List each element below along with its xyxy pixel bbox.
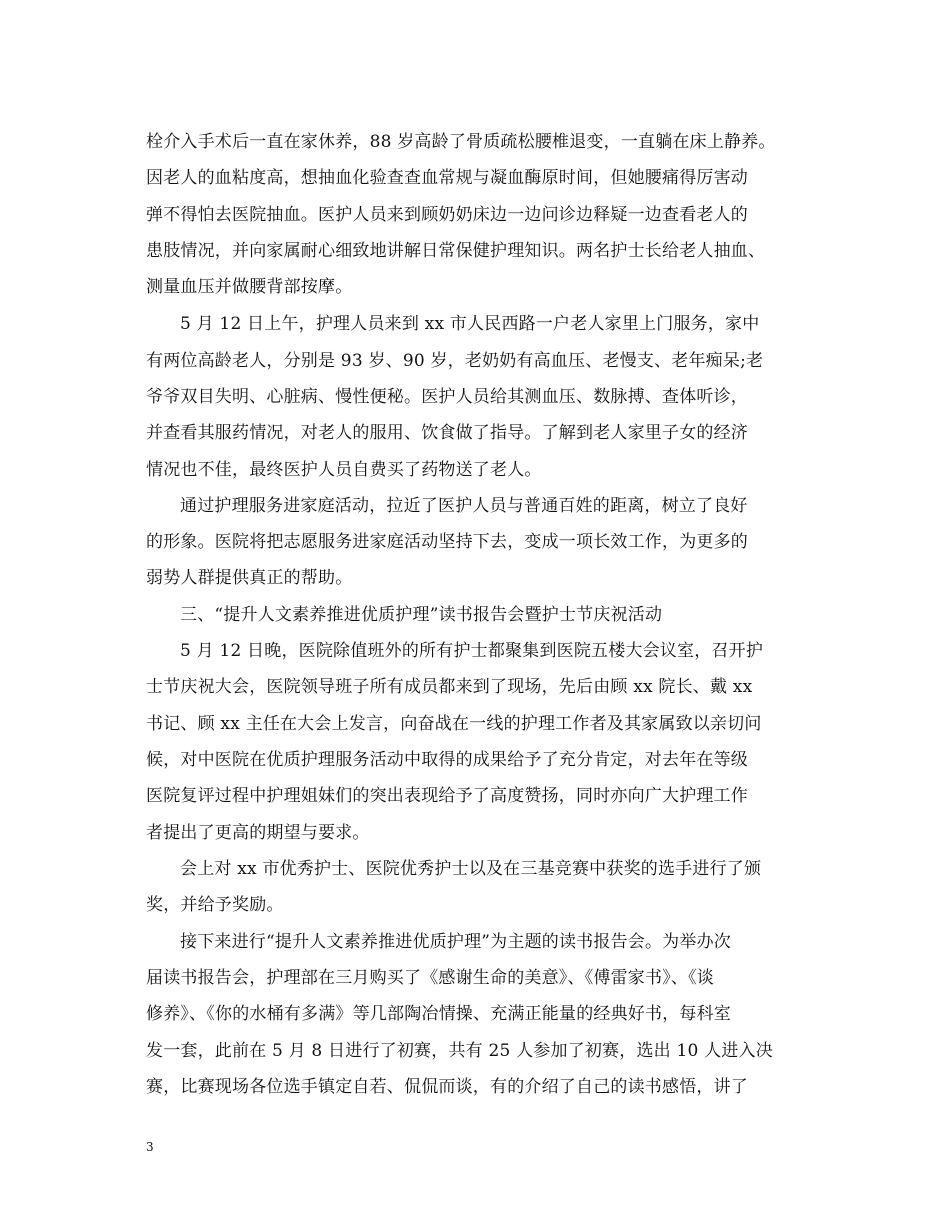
body-text-line: 奖，并给予奖励。 (146, 895, 284, 915)
body-text-line: 测量血压并做腰背部按摩。 (146, 277, 353, 297)
body-text-line: 医院复评过程中护理姐妹们的突出表现给予了高度赞扬，同时亦向广大护理工作 (146, 786, 748, 806)
section-heading: 三、“提升人文素养推进优质护理”读书报告会暨护士节庆祝活动 (180, 605, 663, 625)
body-text-line: 修养》、《你的水桶有多满》等几部陶冶情操、充满正能量的经典好书，每科室 (146, 1004, 731, 1024)
body-text-line: 书记、顾 xx 主任在大会上发言，向奋战在一线的护理工作者及其家属致以亲切问 (146, 714, 762, 734)
body-text-line: 弱势人群提供真正的帮助。 (146, 568, 353, 588)
body-text-line: 届读书报告会，护理部在三月购买了《感谢生命的美意》、《傅雷家书》、《谈 (146, 968, 714, 988)
body-text-line: 弹不得怕去医院抽血。医护人员来到顾奶奶床边一边问诊边释疑一边查看老人的 (146, 205, 748, 225)
body-text-line: 赛，比赛现场各位选手镇定自若、侃侃而谈，有的介绍了自己的读书感悟，讲了 (146, 1077, 748, 1097)
body-text-line: 患肢情况，并向家属耐心细致地讲解日常保健护理知识。两名护士长给老人抽血、 (146, 241, 766, 261)
body-text-line: 者提出了更高的期望与要求。 (146, 823, 370, 843)
body-text-line: 发一套，此前在 5 月 8 日进行了初赛，共有 25 人参加了初赛，选出 10 人进入决 (146, 1041, 773, 1061)
body-text-line: 有两位高龄老人，分别是 93 岁、90 岁，老奶奶有高血压、老慢支、老年痴呆;老 (146, 351, 764, 371)
body-text-line: 因老人的血粘度高，想抽血化验查查血常规与凝血酶原时间，但她腰痛得厉害动 (146, 168, 748, 188)
paragraph-first-line: 5 月 12 日上午，护理人员来到 xx 市人民西路一户老人家里上门服务，家中 (180, 314, 760, 334)
body-text-line: 爷爷双目失明、心脏病、慢性便秘。医护人员给其测血压、数脉搏、查体听诊， (146, 387, 748, 407)
paragraph-first-line: 通过护理服务进家庭活动，拉近了医护人员与普通百姓的距离，树立了良好 (180, 496, 748, 516)
body-text-line: 的形象。医院将把志愿服务进家庭活动坚持下去，变成一项长效工作，为更多的 (146, 532, 748, 552)
body-text-line: 栓介入手术后一直在家休养，88 岁高龄了骨质疏松腰椎退变，一直躺在床上静养。 (146, 132, 776, 152)
paragraph-first-line: 接下来进行“提升人文素养推进优质护理”为主题的读书报告会。为举办次 (180, 932, 731, 952)
body-text-line: 候，对中医院在优质护理服务活动中取得的成果给予了充分肯定，对去年在等级 (146, 750, 748, 770)
paragraph-first-line: 会上对 xx 市优秀护士、医院优秀护士以及在三基竞赛中获奖的选手进行了颁 (180, 859, 762, 879)
paragraph-first-line: 5 月 12 日晚，医院除值班外的所有护士都聚集到医院五楼大会议室，召开护 (180, 641, 764, 661)
page-number: 3 (146, 1140, 154, 1154)
body-text-line: 情况也不佳，最终医护人员自费买了药物送了老人。 (146, 460, 542, 480)
body-text-line: 士节庆祝大会，医院领导班子所有成员都来到了现场，先后由顾 xx 院长、戴 xx (146, 677, 753, 697)
body-text-line: 并查看其服药情况，对老人的服用、饮食做了指导。了解到老人家里子女的经济 (146, 423, 748, 443)
